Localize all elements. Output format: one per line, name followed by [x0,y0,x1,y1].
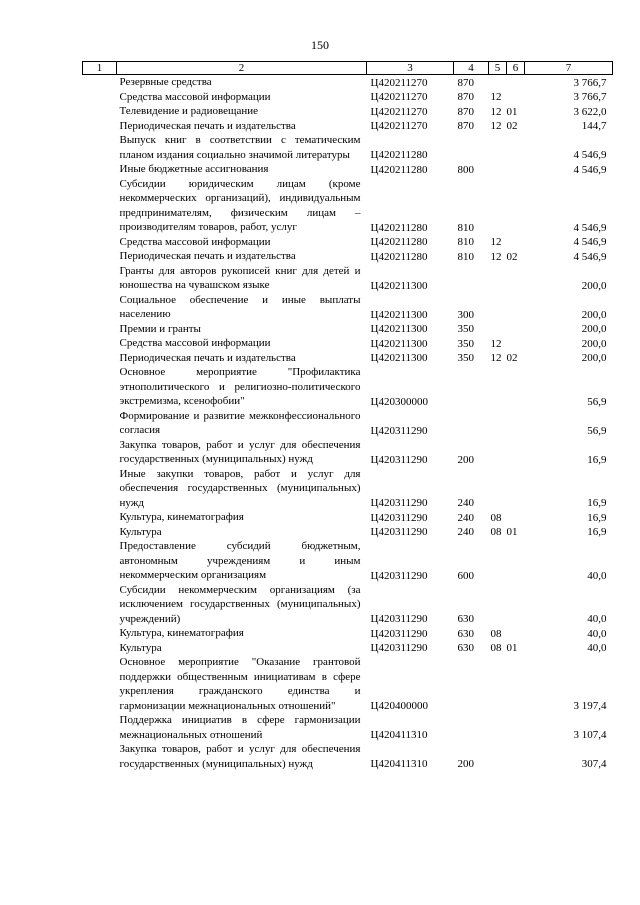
row-name-cell: Телевидение и радиовещание [119,105,259,117]
row-spacer-cell [83,510,117,525]
row-subsection-cell [507,713,525,742]
row-spacer-cell [83,365,117,409]
table-row [83,539,613,583]
table-row [83,249,613,264]
row-group-cell: 600 [457,569,474,582]
row-section-cell [489,162,507,177]
row-subsection-cell [507,293,525,322]
row-spacer-cell [83,133,117,162]
row-section-cell [489,264,507,293]
column-header-4: 4 [454,62,489,75]
row-amount-cell: 3 107,4 [573,729,607,741]
table-body [83,75,613,772]
table-row [83,351,613,366]
row-code-cell: Ц420311290 [370,453,428,466]
row-name-cell: Иные бюджетные ассигнования [119,163,269,175]
row-section-cell [489,655,507,713]
row-code-cell: Ц420211300 [370,352,428,364]
row-group-cell: 800 [457,163,474,176]
row-group-cell: 630 [457,613,474,625]
row-code-cell: Ц420311290 [370,569,428,582]
row-section-cell: 08 [490,642,502,654]
row-name-cell: Культура [119,525,162,538]
row-section-cell [489,322,507,337]
row-subsection-cell [507,510,525,525]
row-code-cell: Ц420211270 [370,91,428,103]
row-spacer-cell [83,525,117,540]
row-group-cell: 240 [457,511,474,524]
row-section-cell: 08 [490,526,502,538]
row-name-cell: Премии и гранты [119,322,201,335]
row-code-cell: Ц420211280 [370,236,428,248]
table-row [83,235,613,250]
row-spacer-cell [83,583,117,627]
row-amount-cell: 3 622,0 [573,105,607,118]
column-header-5: 5 [489,62,507,75]
row-code-cell: Ц420211300 [370,337,428,350]
row-amount-cell: 200,0 [581,279,607,292]
row-group-cell [454,133,489,162]
row-spacer-cell [83,467,117,511]
row-subsection-cell: 02 [506,352,518,364]
row-section-cell: 12 [490,352,502,364]
row-amount-cell: 40,0 [587,569,607,582]
table-row [83,75,613,90]
row-spacer-cell [83,438,117,467]
row-spacer-cell [83,336,117,351]
row-spacer-cell [83,742,117,771]
row-name-cell: Периодическая печать и издательства [119,351,296,364]
row-code-cell: Ц420211270 [370,76,428,89]
table-row [83,467,613,511]
row-amount-cell: 4 546,9 [573,221,607,234]
row-code-cell: Ц420211280 [370,149,428,161]
row-code-cell: Ц420311290 [370,526,428,538]
row-code-cell: Ц420211280 [370,163,428,176]
row-name-cell: Предоставление субсидий бюджетным, автономным учреждениям и иным некоммерческим организациям [119,540,361,581]
table-row [83,365,613,409]
row-subsection-cell [507,583,525,627]
row-amount-cell: 3 766,7 [573,76,607,89]
row-amount-cell: 4 546,9 [573,163,607,176]
row-section-cell [489,177,507,235]
row-section-cell [489,75,507,90]
row-code-cell: Ц420311290 [370,424,428,437]
column-header-6: 6 [507,62,525,75]
row-spacer-cell [83,75,117,90]
row-section-cell: 08 [490,511,502,524]
row-code-cell: Ц420211300 [370,279,428,292]
row-subsection-cell [507,75,525,90]
row-section-cell [489,438,507,467]
column-header-1: 1 [83,62,117,75]
row-group-cell: 810 [457,221,474,234]
row-spacer-cell [83,90,117,105]
row-group-cell: 810 [457,250,474,263]
row-spacer-cell [83,162,117,177]
row-subsection-cell: 02 [506,250,518,263]
row-spacer-cell [83,351,117,366]
row-amount-cell: 4 546,9 [573,236,607,248]
row-amount-cell: 4 546,9 [573,250,607,263]
table-row [83,713,613,742]
row-name-cell: Закупка товаров, работ и услуг для обеспечения государственных (муниципальных) нужд [119,438,361,465]
table-row [83,626,613,641]
row-subsection-cell: 02 [506,120,518,132]
row-group-cell: 300 [457,308,474,321]
row-spacer-cell [83,293,117,322]
table-row [83,510,613,525]
row-spacer-cell [83,322,117,337]
row-section-cell: 12 [490,91,502,103]
row-name-cell: Гранты для авторов рукописей книг для детей и юношества на чувашском языке [119,264,361,291]
column-header-2: 2 [117,62,367,75]
row-subsection-cell [507,409,525,438]
row-name-cell: Резервные средства [119,76,212,88]
row-subsection-cell [507,322,525,337]
row-section-cell [489,133,507,162]
row-amount-cell: 16,9 [587,526,607,538]
row-code-cell: Ц420311290 [370,627,428,640]
row-name-cell: Субсидии юридическим лицам (кроме некоммерческих организаций), индивидуальным предпринимателям, физическим лицам – производителям товаров, работ, услуг [119,177,361,233]
row-name-cell: Поддержка инициатив в сфере гармонизации межнациональных отношений [119,714,361,741]
row-spacer-cell [83,177,117,235]
row-section-cell: 12 [490,337,502,350]
table-row [83,104,613,119]
row-amount-cell: 40,0 [587,627,607,640]
table-row [83,525,613,540]
row-amount-cell: 307,4 [581,758,607,770]
table-row [83,742,613,771]
row-group-cell: 240 [457,497,474,509]
table-row [83,641,613,656]
row-group-cell [454,655,489,713]
row-section-cell [489,409,507,438]
table-row [83,162,613,177]
row-code-cell: Ц420211280 [370,221,428,234]
table-row [83,438,613,467]
row-name-cell: Иные закупки товаров, работ и услуг для обеспечения государственных (муниципальных) нужд [119,467,361,509]
row-section-cell [489,539,507,583]
row-amount-cell: 16,9 [587,511,607,524]
row-section-cell: 08 [490,627,502,640]
row-subsection-cell [507,626,525,641]
row-group-cell: 870 [457,105,474,118]
row-group-cell [454,713,489,742]
row-amount-cell: 56,9 [587,424,607,437]
row-spacer-cell [83,655,117,713]
row-subsection-cell [507,235,525,250]
row-name-cell: Формирование и развитие межконфессионального согласия [119,409,361,436]
row-section-cell [489,713,507,742]
row-code-cell: Ц420211270 [370,105,428,118]
row-subsection-cell [507,336,525,351]
table-row [83,336,613,351]
table-row [83,409,613,438]
row-amount-cell: 144,7 [581,120,607,132]
row-group-cell: 870 [457,91,474,103]
row-name-cell: Культура, кинематография [119,511,244,523]
row-section-cell: 12 [490,250,502,263]
row-code-cell: Ц420211300 [370,308,428,321]
row-section-cell [489,467,507,511]
row-subsection-cell [507,264,525,293]
row-section-cell: 12 [490,105,502,118]
row-group-cell: 350 [457,337,474,350]
table-header [83,62,613,75]
row-subsection-cell [507,438,525,467]
budget-table [82,61,613,771]
row-code-cell: Ц420411310 [370,758,428,770]
row-name-cell: Средства массовой информации [119,235,271,248]
row-subsection-cell [507,467,525,511]
row-amount-cell: 200,0 [581,352,607,364]
header-row [83,62,613,75]
row-section-cell [489,583,507,627]
row-code-cell: Ц420311290 [370,511,428,524]
row-subsection-cell [507,133,525,162]
table-row [83,177,613,235]
row-subsection-cell: 01 [506,526,518,538]
row-spacer-cell [83,264,117,293]
row-code-cell: Ц420300000 [370,395,428,408]
row-section-cell: 12 [490,120,502,132]
row-code-cell: Ц420211300 [370,323,428,335]
row-code-cell: Ц420411310 [370,729,428,741]
row-subsection-cell [507,365,525,409]
row-subsection-cell [507,742,525,771]
row-spacer-cell [83,104,117,119]
row-subsection-cell [507,539,525,583]
table-row [83,90,613,105]
table-row [83,583,613,627]
row-subsection-cell [507,162,525,177]
row-amount-cell: 200,0 [581,337,607,350]
row-group-cell: 870 [457,76,474,89]
row-group-cell: 630 [457,642,474,654]
row-amount-cell: 3 766,7 [573,91,607,103]
row-name-cell: Выпуск книг в соответствии с тематическим планом издания социально значимой литературы [119,134,361,161]
row-group-cell: 870 [457,120,474,132]
row-group-cell: 350 [457,323,474,335]
table-row [83,655,613,713]
row-group-cell [454,264,489,293]
row-name-cell: Периодическая печать и издательства [119,250,296,262]
row-group-cell: 240 [457,526,474,538]
row-amount-cell: 56,9 [587,395,607,408]
row-section-cell [489,293,507,322]
row-spacer-cell [83,713,117,742]
row-group-cell: 810 [457,236,474,248]
table-row [83,119,613,134]
row-name-cell: Субсидии некоммерческим организациям (за исключением государственных (муниципальных) учреждений) [119,583,361,625]
page-number: 150 [311,38,329,52]
row-group-cell [454,365,489,409]
table-row [83,133,613,162]
column-header-7: 7 [525,62,613,75]
row-amount-cell: 16,9 [587,453,607,466]
row-section-cell: 12 [490,236,502,248]
row-name-cell: Средства массовой информации [119,337,271,349]
row-spacer-cell [83,539,117,583]
row-amount-cell: 200,0 [581,308,607,321]
row-code-cell: Ц420211280 [370,250,428,263]
row-name-cell: Основное мероприятие "Профилактика этнополитического и религиозно-политического экстремизма, ксенофобии" [119,366,361,407]
row-amount-cell: 4 546,9 [573,149,607,161]
row-subsection-cell: 01 [506,105,518,118]
row-code-cell: Ц420311290 [370,613,428,625]
row-spacer-cell [83,409,117,438]
table-row [83,322,613,337]
row-subsection-cell [507,90,525,105]
row-group-cell: 630 [457,627,474,640]
row-spacer-cell [83,626,117,641]
row-spacer-cell [83,641,117,656]
row-name-cell: Основное мероприятие "Оказание грантовой поддержки общественным инициативам в сфере укрепления гражданского единства и гармонизации межнациональных отношений" [119,656,361,712]
row-subsection-cell [507,655,525,713]
row-name-cell: Периодическая печать и издательства [119,119,296,132]
table-row [83,293,613,322]
row-code-cell: Ц420311290 [370,497,428,509]
row-group-cell: 200 [457,758,474,770]
row-code-cell: Ц420311290 [370,642,428,654]
row-name-cell: Закупка товаров, работ и услуг для обеспечения государственных (муниципальных) нужд [119,743,361,770]
row-subsection-cell [507,177,525,235]
row-section-cell [489,742,507,771]
row-spacer-cell [83,249,117,264]
row-name-cell: Средства массовой информации [119,90,271,103]
row-name-cell: Культура [119,641,162,654]
row-amount-cell: 200,0 [581,323,607,335]
row-code-cell: Ц420400000 [370,700,428,712]
row-amount-cell: 16,9 [587,497,607,509]
row-code-cell: Ц420211270 [370,120,428,132]
row-group-cell: 350 [457,352,474,364]
row-group-cell: 200 [457,453,474,466]
row-amount-cell: 40,0 [587,613,607,625]
row-name-cell: Социальное обеспечение и иные выплаты населению [119,293,361,320]
row-subsection-cell: 01 [506,642,518,654]
row-spacer-cell [83,235,117,250]
column-header-3: 3 [367,62,454,75]
row-amount-cell: 40,0 [587,642,607,654]
row-amount-cell: 3 197,4 [573,700,607,712]
row-section-cell [489,365,507,409]
row-name-cell: Культура, кинематография [119,627,244,639]
table-row [83,264,613,293]
row-group-cell [454,409,489,438]
row-spacer-cell [83,119,117,134]
